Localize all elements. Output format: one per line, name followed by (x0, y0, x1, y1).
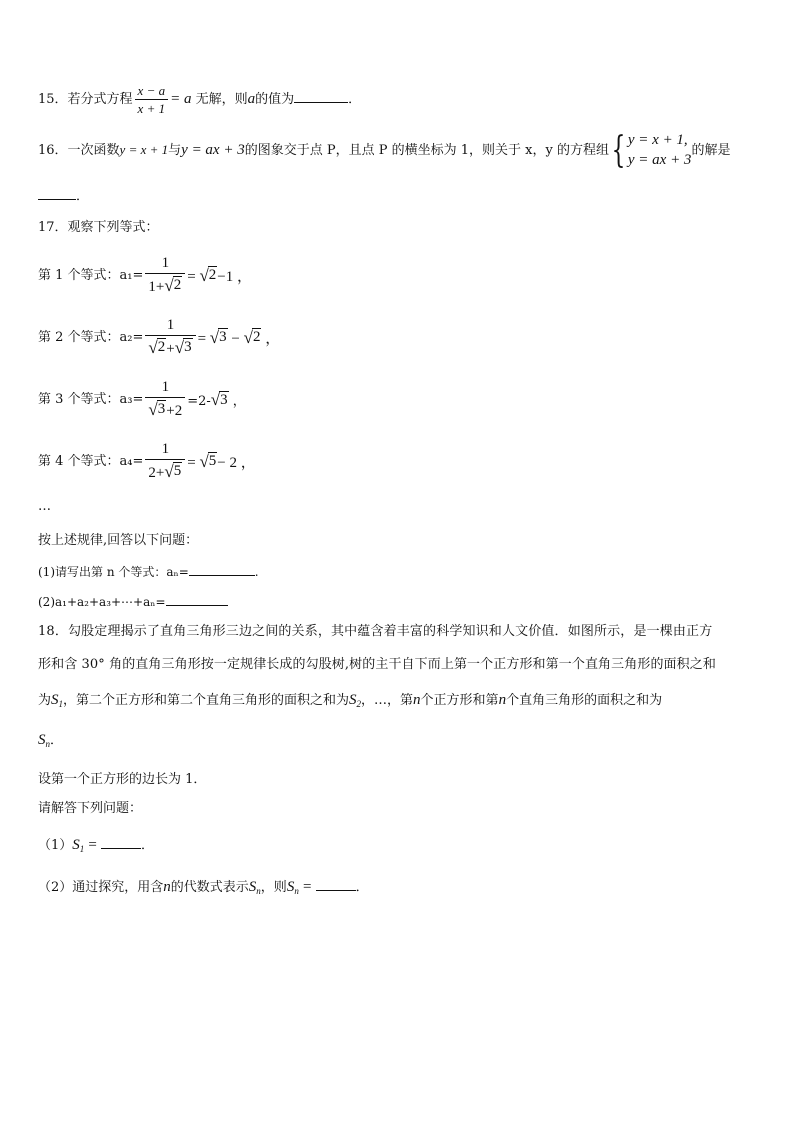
q16-system-eq1: y = x + 1, (627, 132, 688, 148)
q15-fraction (135, 84, 169, 115)
eq3-rhs-head: =2- (187, 394, 211, 410)
q18-s1 (51, 692, 63, 708)
q18-p2-answer-blank[interactable] (316, 889, 356, 891)
question-16 (38, 131, 730, 170)
eq2-fraction (145, 318, 195, 357)
q18-line-1: 18．勾股定理揭示了直角三角形三边之间的关系，其中蕴含着丰富的科学知识和人文价值．如图所示，是一棵由正方 (38, 624, 713, 639)
q16-system-brace: { (611, 129, 626, 171)
eq4-rhs-sqrt: √ 5 (199, 451, 217, 471)
eq1-den-term: 1+ (148, 278, 165, 295)
q17-title: 17．观察下列等式： (38, 220, 159, 235)
q15-suffix1: 无解，则 (195, 92, 248, 107)
eq4-den-head: 2+ (148, 464, 165, 481)
q18-s2-letter: S (349, 692, 357, 708)
eq1-rhs-sqrt: √ 2 (199, 265, 217, 285)
eq1-rhs-tail: −1 ， (217, 268, 252, 285)
q16-answer-blank[interactable] (38, 198, 76, 200)
q18-p2-sn2-sub: n (294, 886, 299, 896)
q18-s2-sub: 2 (356, 699, 362, 709)
q18-p1-end: ． (141, 838, 155, 853)
eq2-label: 第 2 个等式： (38, 329, 120, 345)
q18-n-2: n (498, 692, 507, 708)
eq2-numerator: 1 (166, 317, 175, 333)
eq4-den-sqrt: √ 5 (164, 461, 182, 481)
eq2-den-sqrt-1: √ 2 (148, 337, 166, 357)
q18-part-2 (38, 880, 369, 896)
q18-p2-b: 的代数式表示 (170, 880, 249, 895)
eq4-rhs-tail: − 2 ， (217, 454, 256, 471)
eq2-rhs-radicand-2: 2 (252, 329, 261, 345)
q16-equation-system (628, 131, 692, 170)
q16-end: ． (76, 189, 90, 204)
q16-system-eq2: y = ax + 3 (627, 151, 692, 168)
q17-ellipsis: … (38, 499, 51, 514)
q16-answer-line (38, 190, 89, 203)
q18-p2-sn1-letter: S (248, 879, 257, 895)
eq4-label: 第 4 个等式： (38, 453, 120, 469)
q17-part-1 (38, 566, 259, 578)
q15-end: ． (348, 92, 362, 107)
q15-var-a: a (247, 91, 256, 107)
q15-fraction-denominator: x + 1 (135, 99, 169, 115)
q18-sn (38, 732, 50, 748)
q18-p1-eq: = (88, 837, 97, 853)
q18-p2-n: n (163, 879, 171, 895)
q17-part2-answer-blank[interactable] (166, 604, 228, 606)
eq4-numerator: 1 (161, 441, 170, 457)
q15-suffix2: 的值为 (255, 92, 295, 107)
eq3-denominator (145, 397, 185, 419)
q17-part1-text: (1)请写出第 n 个等式：aₙ= (38, 565, 189, 579)
eq1-fraction (145, 256, 185, 295)
q18-p1-s1 (72, 837, 84, 853)
eq4-den-radicand: 5 (173, 463, 182, 479)
q18-p2-eq: = (302, 879, 312, 895)
eq1-den-radicand: 2 (173, 277, 182, 293)
eq2-den-plus: + (166, 340, 175, 357)
q18-p2-c: ，则 (260, 880, 287, 895)
eq3-den-sqrt: √ 3 (148, 399, 166, 419)
q18-s1-letter: S (51, 692, 59, 708)
eq3-end: ， (228, 394, 246, 410)
q18-p1-answer-blank[interactable] (101, 847, 141, 849)
q17-part-2 (38, 596, 228, 608)
q18-line3-a: 为 (38, 693, 52, 708)
q18-part-1 (38, 838, 154, 854)
q17-equation-1 (38, 256, 252, 295)
q16-with: 与 (168, 143, 182, 158)
question-15 (38, 84, 361, 115)
q18-line-3 (38, 693, 662, 709)
eq1-den-sqrt: √ 2 (164, 275, 182, 295)
eq2-rhs-minus: − (231, 330, 240, 347)
q17-instruction: 按上述规律,回答以下问题： (38, 533, 199, 548)
q16-prefix: 16．一次函数 (38, 143, 120, 158)
q17-equation-2 (38, 318, 280, 357)
eq4-fraction (145, 442, 185, 481)
q18-line-6: 请解答下列问题： (38, 801, 143, 816)
eq3-numerator: 1 (161, 379, 170, 395)
q18-sn-letter: S (38, 732, 46, 748)
eq4-rhs-radicand: 5 (208, 453, 217, 469)
q18-line4-end: ． (50, 733, 64, 748)
eq2-den-radicand-2: 3 (184, 339, 192, 355)
eq3-fraction (145, 380, 185, 419)
eq2-rhs-radicand-1: 3 (219, 329, 227, 345)
q18-p1-label: （1） (38, 838, 73, 853)
q18-p2-sn-1 (249, 879, 261, 895)
q18-line-2: 形和含 30° 角的直角三角形按一定规律长成的勾股树,树的主干自下而上第一个正方形和第一个直角三角形的面积之和 (38, 657, 716, 672)
q17-part2-text: (2)a₁+a₂+a₃+⋯+aₙ= (38, 595, 166, 609)
eq3-label: 第 3 个等式： (38, 391, 120, 407)
eq3-rhs-radicand: 3 (220, 391, 228, 408)
q18-s1-sub: 1 (58, 699, 64, 709)
q17-part1-end: . (254, 565, 259, 579)
q15-answer-blank[interactable] (294, 101, 348, 103)
eq1-denominator (145, 273, 185, 295)
q18-p2-sn2-letter: S (286, 879, 295, 895)
eq1-lhs: a₁= (119, 267, 144, 283)
q16-middle-text: 的图象交于点 P，且点 P 的横坐标为 1，则关于 x，y 的方程组 (244, 143, 609, 158)
q18-p2-sn-2 (287, 879, 299, 895)
q18-p2-sn1-sub: n (256, 886, 261, 896)
eq2-denominator (145, 335, 195, 357)
q15-fraction-numerator: x − a (137, 83, 166, 98)
q18-sn-sub: n (45, 739, 50, 749)
eq2-end: ， (261, 330, 281, 347)
eq1-label: 第 1 个等式： (38, 267, 120, 283)
q17-equation-3 (38, 380, 246, 419)
eq2-lhs: a₂= (119, 329, 144, 345)
q17-equation-4 (38, 442, 256, 481)
eq4-rhs: = √ 5 − 2 ， (187, 451, 256, 471)
eq1-numerator: 1 (161, 255, 170, 271)
eq1-rhs: = √ 2 −1 ， (187, 265, 252, 285)
eq3-den-tail: +2 (166, 402, 183, 419)
q17-part1-answer-blank[interactable] (189, 574, 255, 576)
q18-p2-a: （2）通过探究，用含 (38, 880, 164, 895)
q15-equals-a: = a (170, 91, 192, 107)
q18-line3-b: ，第二个正方形和第二个直角三角形的面积之和为 (63, 693, 350, 708)
eq2-den-radicand-1: 2 (157, 339, 166, 355)
q18-line3-d: 个正方形和第 (420, 693, 499, 708)
eq3-lhs: a₃= (119, 391, 144, 407)
eq3-rhs (187, 390, 246, 410)
q18-p1-s1-sub: 1 (79, 844, 85, 854)
eq2-den-sqrt-2: √ 3 (174, 337, 192, 357)
eq4-lhs: a₄= (119, 453, 144, 469)
q18-n-1: n (413, 692, 421, 708)
q18-p2-end: ． (355, 880, 369, 895)
q15-prefix: 15．若分式方程 (38, 92, 133, 107)
q18-line-4 (38, 733, 63, 749)
eq2-rhs-sqrt-1: √ 3 (209, 327, 227, 347)
q16-function-2: y = ax + 3 (181, 142, 245, 158)
eq3-den-radicand: 3 (157, 401, 166, 417)
eq2-rhs-sqrt-2: √ 2 (243, 327, 261, 347)
q18-p1-s1-letter: S (72, 837, 80, 853)
eq3-rhs-sqrt: √ 3 (210, 390, 228, 410)
eq2-rhs: = √ 3 − √ 2 ， (197, 327, 281, 347)
q18-s2 (349, 692, 361, 708)
eq1-rhs-radicand: 2 (208, 267, 217, 283)
q18-line-5: 设第一个正方形的边长为 1． (38, 772, 207, 787)
q16-function-1: y = x + 1 (119, 142, 169, 157)
q16-suffix: 的解是 (691, 143, 731, 158)
eq4-denominator (145, 459, 185, 481)
q18-line3-c: ，…，第 (361, 693, 414, 708)
q18-line3-e: 个直角三角形的面积之和为 (506, 693, 663, 708)
